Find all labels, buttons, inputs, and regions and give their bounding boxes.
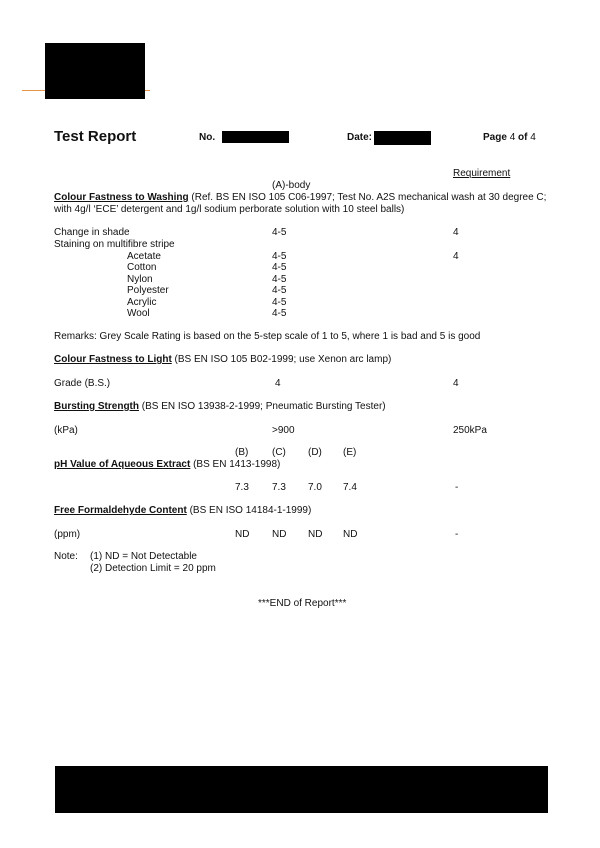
- light-label: Grade (B.S.): [54, 378, 111, 389]
- page-of: of: [518, 132, 528, 143]
- change-in-shade-value: 4-5: [272, 227, 287, 238]
- light-heading: [54, 354, 391, 366]
- formaldehyde-title: Free Formaldehyde Content: [54, 505, 187, 516]
- washing-heading: [54, 192, 546, 204]
- light-req: 4: [453, 378, 459, 389]
- bursting-title: Bursting Strength: [54, 401, 139, 412]
- change-in-shade-req: 4: [453, 227, 459, 238]
- requirement-header: Requirement: [453, 168, 511, 179]
- light-value: 4: [275, 378, 281, 389]
- ph-column-e: (E): [343, 447, 357, 458]
- washing-ref-line1: (Ref. BS EN ISO 105 C06-1997; Test No. A2S mechanical wash at 30 degree C;: [188, 192, 547, 203]
- staining-value-wool: 4-5: [272, 308, 287, 319]
- formaldehyde-label: (ppm): [54, 529, 81, 540]
- redacted-date: [374, 131, 431, 145]
- formaldehyde-value-d: ND: [308, 529, 323, 540]
- staining-label-polyester: Polyester: [127, 285, 169, 296]
- redacted-footer: [55, 766, 548, 813]
- washing-title: Colour Fastness to Washing: [54, 192, 189, 203]
- staining-value-polyester: 4-5: [272, 285, 287, 296]
- ph-column-b: (B): [235, 447, 249, 458]
- ph-req: -: [455, 482, 459, 493]
- date-label: Date:: [347, 132, 373, 143]
- ph-value-e: 7.4: [343, 482, 357, 493]
- formaldehyde-req: -: [455, 529, 459, 540]
- bursting-ref: (BS EN ISO 13938-2-1999; Pneumatic Bursting Tester): [139, 401, 386, 412]
- bursting-req: 250kPa: [453, 425, 487, 436]
- end-of-report: ***END of Report***: [258, 598, 347, 609]
- page-number: 4: [509, 132, 516, 143]
- staining-req-acetate: 4: [453, 251, 459, 262]
- staining-label-nylon: Nylon: [127, 274, 153, 285]
- staining-value-cotton: 4-5: [272, 262, 287, 273]
- formaldehyde-heading: [54, 505, 311, 517]
- ph-value-c: 7.3: [272, 482, 286, 493]
- staining-label-acetate: Acetate: [127, 251, 161, 262]
- redacted-logo: [45, 43, 145, 99]
- page-total: 4: [530, 132, 536, 143]
- formaldehyde-value-c: ND: [272, 529, 287, 540]
- note-line-1: (1) ND = Not Detectable: [90, 551, 197, 562]
- staining-value-acrylic: 4-5: [272, 297, 287, 308]
- report-no-label: No.: [199, 132, 216, 143]
- remarks: Remarks: Grey Scale Rating is based on the 5-step scale of 1 to 5, where 1 is bad and 5 is good: [54, 331, 481, 342]
- staining-label-wool: Wool: [127, 308, 150, 319]
- formaldehyde-ref: (BS EN ISO 14184-1-1999): [186, 505, 312, 516]
- redacted-report-no: [222, 131, 289, 143]
- formaldehyde-value-b: ND: [235, 529, 250, 540]
- page-prefix: Page: [483, 132, 507, 143]
- light-ref: (BS EN ISO 105 B02-1999; use Xenon arc lamp): [171, 354, 392, 365]
- ph-column-c: (C): [272, 447, 286, 458]
- washing-ref-line2: with 4g/l ‘ECE’ detergent and 1g/l sodium perborate solution with 10 steel balls): [54, 204, 405, 215]
- staining-label-cotton: Cotton: [127, 262, 157, 273]
- staining-value-acetate: 4-5: [272, 251, 287, 262]
- formaldehyde-value-e: ND: [343, 529, 358, 540]
- report-title: Test Report: [54, 128, 137, 145]
- staining-value-nylon: 4-5: [272, 274, 287, 285]
- change-in-shade-label: Change in shade: [54, 227, 130, 238]
- light-title: Colour Fastness to Light: [54, 354, 172, 365]
- page-indicator: [483, 132, 536, 144]
- note-line-2: (2) Detection Limit = 20 ppm: [90, 563, 216, 574]
- ph-heading: [54, 459, 280, 471]
- ph-column-d: (D): [308, 447, 322, 458]
- ph-value-d: 7.0: [308, 482, 322, 493]
- staining-label: Staining on multifibre stripe: [54, 239, 175, 250]
- bursting-value: >900: [272, 425, 295, 436]
- staining-label-acrylic: Acrylic: [127, 297, 157, 308]
- ph-value-b: 7.3: [235, 482, 249, 493]
- bursting-heading: [54, 401, 386, 413]
- ph-title: pH Value of Aqueous Extract: [54, 459, 191, 470]
- sample-header: (A)-body: [272, 180, 311, 191]
- note-label: Note:: [54, 551, 78, 562]
- bursting-label: (kPa): [54, 425, 78, 436]
- ph-ref: (BS EN 1413-1998): [190, 459, 281, 470]
